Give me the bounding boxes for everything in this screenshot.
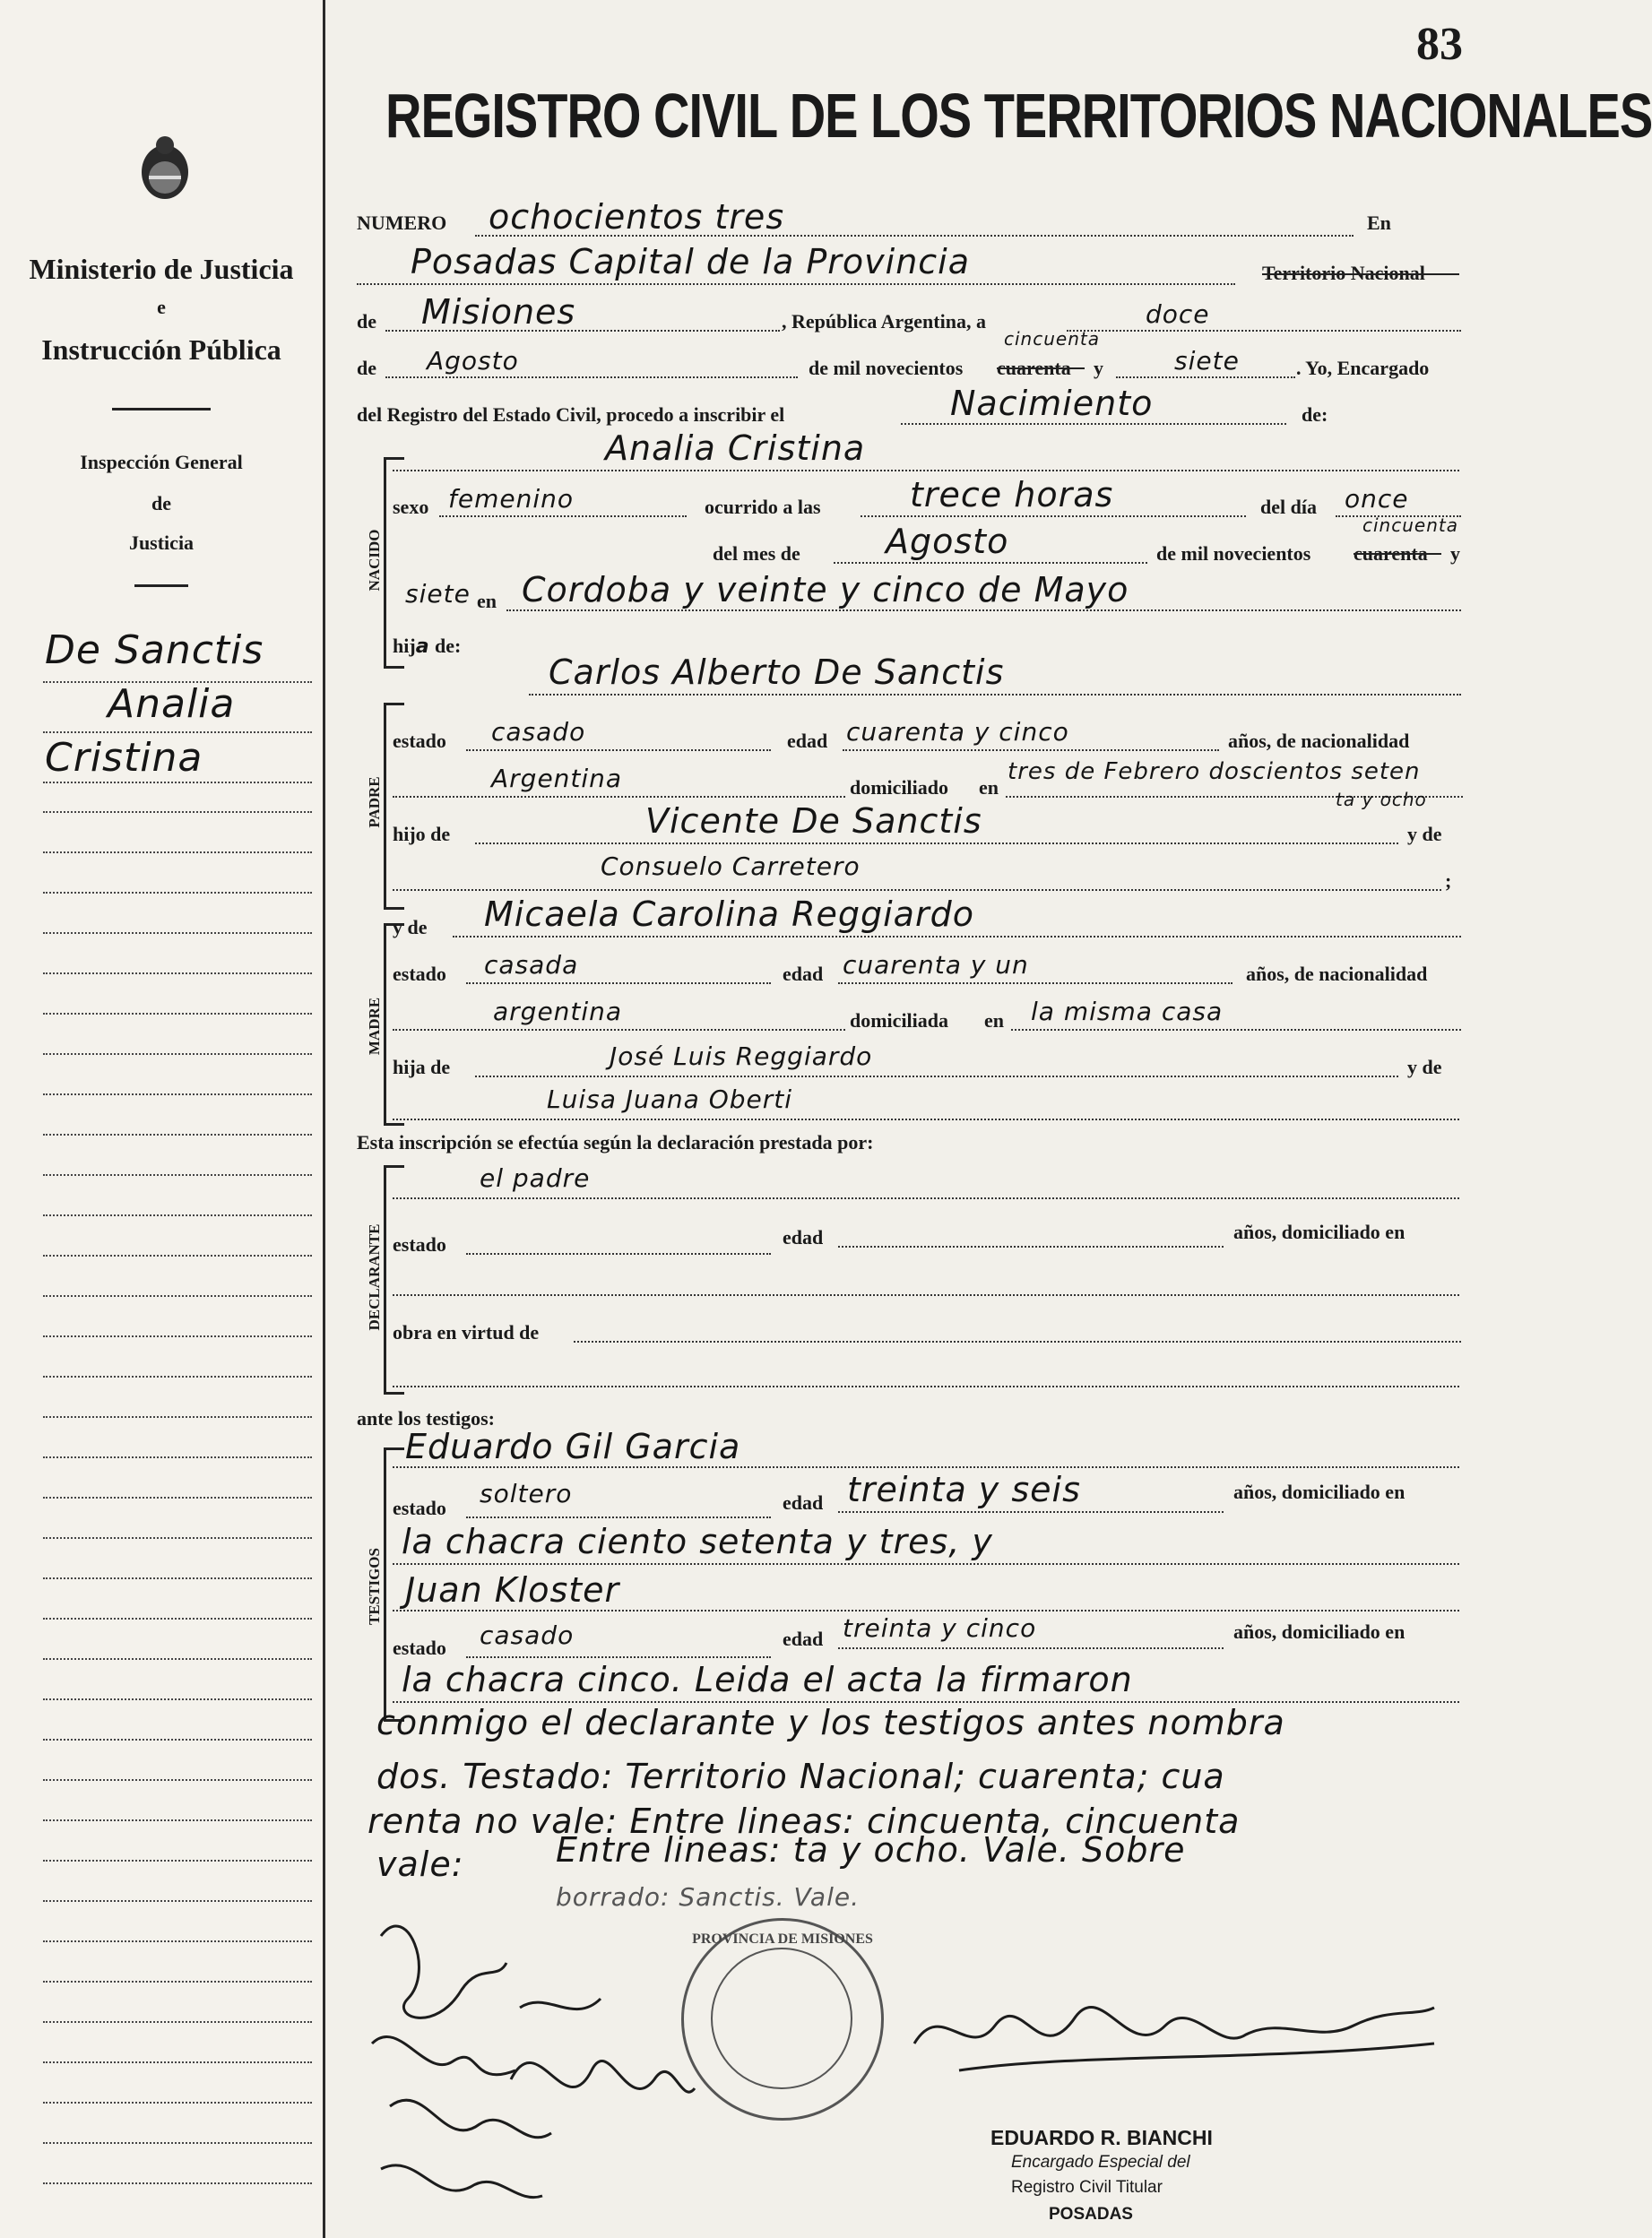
dotted-line [574, 1341, 1461, 1343]
strikethrough [1262, 273, 1459, 275]
testigo1-domicilio: la chacra ciento setenta y tres, y [402, 1522, 993, 1561]
declarante-section-label: DECLARANTE [366, 1223, 383, 1331]
dotted-line [1011, 1029, 1461, 1031]
sidebar-name-line2: Analia [108, 681, 236, 727]
month-value: Agosto [427, 346, 519, 376]
padre-edad-label: edad [787, 730, 828, 752]
numero-label: NUMERO [357, 212, 447, 234]
dotted-line [475, 842, 1398, 844]
declarante-intro-label: Esta inscripción se efectúa según la declaración prestada por: [357, 1131, 874, 1154]
dotted-line [466, 1656, 771, 1658]
mil-label: de mil novecientos [809, 357, 964, 379]
dotted-line [453, 936, 1461, 938]
madre-y-de-label: y de [393, 916, 428, 938]
madre-section-label: MADRE [366, 997, 383, 1056]
strikethrough [1354, 553, 1441, 555]
hora-value: trece horas [910, 475, 1114, 514]
testigo1-edad: treinta y seis [847, 1470, 1081, 1509]
ministry-line3: Instrucción Pública [41, 333, 281, 366]
nacido-section-label: NACIDO [366, 529, 383, 592]
note-line4: vale: [376, 1845, 464, 1884]
stamp-line1: EDUARDO R. BIANCHI [990, 2126, 1213, 2149]
padre-anos-label: años, de nacionalidad [1228, 730, 1410, 752]
dotted-line [393, 1610, 1459, 1612]
declarante-estado-label: estado [393, 1233, 446, 1256]
ocurrido-label: ocurrido a las [705, 496, 821, 518]
padre-madre-value: Consuelo Carretero [601, 851, 861, 881]
strikethrough [997, 367, 1085, 369]
sidebar [0, 0, 325, 2238]
testigo1-estado: soltero [480, 1479, 573, 1508]
testigo2-edad-label: edad [783, 1628, 824, 1650]
dotted-line [393, 1294, 1459, 1296]
dotted-line [901, 423, 1286, 425]
declarante-anos-label: años, domiciliado en [1233, 1221, 1405, 1243]
madre-edad-label: edad [783, 963, 824, 985]
nacido-year-tens-printed: cuarenta [1354, 542, 1428, 565]
registro-label: del Registro del Estado Civil, procedo a inscribir el [357, 403, 785, 426]
dotted-line [357, 283, 1235, 285]
madre-brace [384, 923, 404, 1126]
nacido-en-label: en [477, 590, 497, 612]
padre-nacionalidad-value: Argentina [491, 764, 623, 793]
note-line1: conmigo el declarante y los testigos antes nombra [376, 1703, 1285, 1742]
madre-estado-label: estado [393, 963, 446, 985]
dotted-line [466, 1253, 771, 1255]
sexo-label: sexo [393, 496, 429, 518]
de3-label: de: [1302, 403, 1328, 426]
seal-text: PROVINCIA DE MISIONES [692, 1931, 873, 1947]
madre-domicilio-value: la misma casa [1031, 997, 1224, 1026]
dotted-line [838, 1511, 1224, 1513]
padre-edad-value: cuarenta y cinco [846, 717, 1069, 747]
nacido-mil-label: de mil novecientos [1156, 542, 1311, 565]
stamp-line3: Registro Civil Titular [1011, 2178, 1163, 2197]
signature-middle-icon [502, 1972, 699, 2151]
testigo2-edad: treinta y cinco [843, 1613, 1037, 1643]
dotted-line [506, 609, 1461, 611]
declarante-brace [384, 1165, 404, 1395]
dotted-line [393, 796, 845, 798]
madre-nacionalidad-value: argentina [493, 997, 623, 1026]
nacido-year-units-value: siete [405, 579, 471, 609]
nacido-name-value: Analia Cristina [605, 428, 866, 468]
dotted-line [834, 562, 1147, 564]
de-label: de [357, 310, 376, 333]
testigo1-edad-label: edad [783, 1491, 824, 1514]
stamp-line4: POSADAS [1049, 2205, 1133, 2224]
madre-edad-value: cuarenta y un [843, 950, 1029, 980]
divider [112, 408, 211, 410]
territorio-label: Territorio Nacional [1262, 262, 1425, 284]
padre-en-label: en [979, 776, 999, 799]
year-tens-printed: cuarenta [997, 357, 1071, 379]
padre-estado-label: estado [393, 730, 446, 752]
day-value: doce [1146, 299, 1210, 329]
dotted-line [838, 1647, 1224, 1649]
dotted-line [843, 749, 1219, 751]
testigo2-estado-label: estado [393, 1637, 446, 1659]
madre-padre-value: José Luis Reggiardo [610, 1041, 873, 1071]
page-title: REGISTRO CIVIL DE LOS TERRITORIOS NACIONALES [385, 80, 1652, 151]
inspection-line1: Inspección General [80, 451, 243, 473]
padre-semicolon: ; [1445, 869, 1452, 892]
dotted-line [393, 1466, 1459, 1468]
sidebar-name-line3: Cristina [45, 735, 203, 781]
dotted-line [393, 470, 1459, 471]
del-mes-label: del mes de [713, 542, 800, 565]
padre-estado-value: casado [491, 717, 586, 747]
dotted-line [861, 515, 1246, 517]
padre-domicilio-value: tres de Febrero doscientos seten [1008, 758, 1421, 785]
territory-value: Misiones [421, 292, 576, 332]
coat-of-arms-icon [133, 133, 197, 204]
padre-hijo-de-label: hijo de [393, 823, 451, 845]
republica-label: , República Argentina, a [782, 310, 986, 333]
note-line3: renta no vale: Entre lineas: cincuenta, cincuenta [368, 1802, 1241, 1841]
del-dia-label: del día [1260, 496, 1317, 518]
en-label: En [1367, 212, 1391, 234]
numero-value: ochocientos tres [489, 197, 785, 237]
lugar-value: Cordoba y veinte y cinco de Mayo [522, 570, 1129, 609]
note-line2: dos. Testado: Territorio Nacional; cuarenta; cua [376, 1757, 1225, 1796]
dotted-line [393, 1197, 1459, 1199]
dotted-line [1067, 330, 1461, 332]
sidebar-name-line1: De Sanctis [45, 627, 264, 673]
dotted-line [838, 982, 1233, 984]
dotted-line [529, 694, 1461, 696]
sexo-value: femenino [448, 484, 574, 514]
dotted-line [393, 1029, 845, 1031]
madre-y-de2-label: y de [1407, 1056, 1442, 1078]
madre-name-value: Micaela Carolina Reggiardo [484, 894, 974, 934]
registrar-signature-icon [905, 1963, 1443, 2097]
declarante-name-value: el padre [480, 1163, 591, 1193]
testigo2-domicilio: la chacra cinco. Leida el acta la firmaron [402, 1660, 1133, 1699]
divider [134, 584, 188, 587]
dotted-line [475, 1076, 1398, 1077]
testigo2-name: Juan Kloster [405, 1570, 620, 1610]
dia-value: once [1345, 484, 1409, 514]
testigo1-anos-label: años, domiciliado en [1233, 1481, 1405, 1503]
dotted-line [466, 982, 771, 984]
nacido-y-label: y [1450, 542, 1460, 565]
act-type-value: Nacimiento [950, 384, 1154, 423]
yo-label: . Yo, Encargado [1296, 357, 1430, 379]
padre-padre-value: Vicente De Sanctis [645, 801, 982, 841]
hijo-label: hija de: [393, 635, 462, 658]
padre-y-de-label: y de [1407, 823, 1442, 845]
padre-name-value: Carlos Alberto De Sanctis [549, 652, 1005, 692]
dotted-line [439, 515, 687, 517]
dotted-line [393, 1386, 1459, 1387]
madre-anos-label: años, de nacionalidad [1246, 963, 1428, 985]
padre-section-label: PADRE [366, 776, 383, 828]
padre-domicilio-cont: ta y ocho [1336, 789, 1427, 810]
place-value: Posadas Capital de la Provincia [411, 242, 971, 281]
madre-en-label: en [984, 1009, 1004, 1032]
ministry-line1: Ministerio de Justicia [29, 253, 294, 285]
note-line6: borrado: Sanctis. Vale. [556, 1882, 860, 1912]
testigo2-estado: casado [480, 1620, 575, 1650]
padre-domiciliado-label: domiciliado [850, 776, 949, 799]
year-tens-written: cincuenta [1004, 328, 1100, 350]
dotted-line [838, 1246, 1224, 1248]
inspection-line2: de [151, 492, 171, 514]
nacido-year-tens-written: cincuenta [1362, 514, 1458, 536]
page-number: 83 [1416, 19, 1463, 70]
madre-madre-value: Luisa Juana Oberti [547, 1084, 793, 1114]
ministry-line2: e [157, 296, 166, 318]
testigos-intro-label: ante los testigos: [357, 1407, 495, 1430]
dotted-line [466, 749, 771, 751]
dotted-line [385, 376, 798, 378]
testigos-section-label: TESTIGOS [366, 1548, 383, 1625]
note-line5: Entre lineas: ta y ocho. Vale. Sobre [556, 1830, 1186, 1870]
official-seal-icon [681, 1918, 884, 2121]
y-label: y [1094, 357, 1103, 379]
madre-hija-de-label: hija de [393, 1056, 451, 1078]
testigo1-name: Eduardo Gil Garcia [405, 1427, 741, 1466]
testigo2-anos-label: años, domiciliado en [1233, 1620, 1405, 1643]
declarante-edad-label: edad [783, 1226, 824, 1249]
madre-domiciliada-label: domiciliada [850, 1009, 949, 1032]
dotted-line [466, 1516, 771, 1518]
declarante-obra-label: obra en virtud de [393, 1321, 540, 1344]
dotted-line [393, 889, 1441, 891]
dotted-line [393, 1563, 1459, 1565]
inspection-line3: Justicia [128, 531, 195, 554]
year-units-value: siete [1174, 346, 1240, 376]
de2-label: de [357, 357, 376, 379]
mes-value: Agosto [886, 522, 1009, 561]
testigo1-estado-label: estado [393, 1497, 446, 1519]
dotted-line [1116, 376, 1295, 378]
madre-estado-value: casada [484, 950, 579, 980]
stamp-line2: Encargado Especial del [1011, 2153, 1190, 2172]
dotted-line [393, 1119, 1459, 1120]
